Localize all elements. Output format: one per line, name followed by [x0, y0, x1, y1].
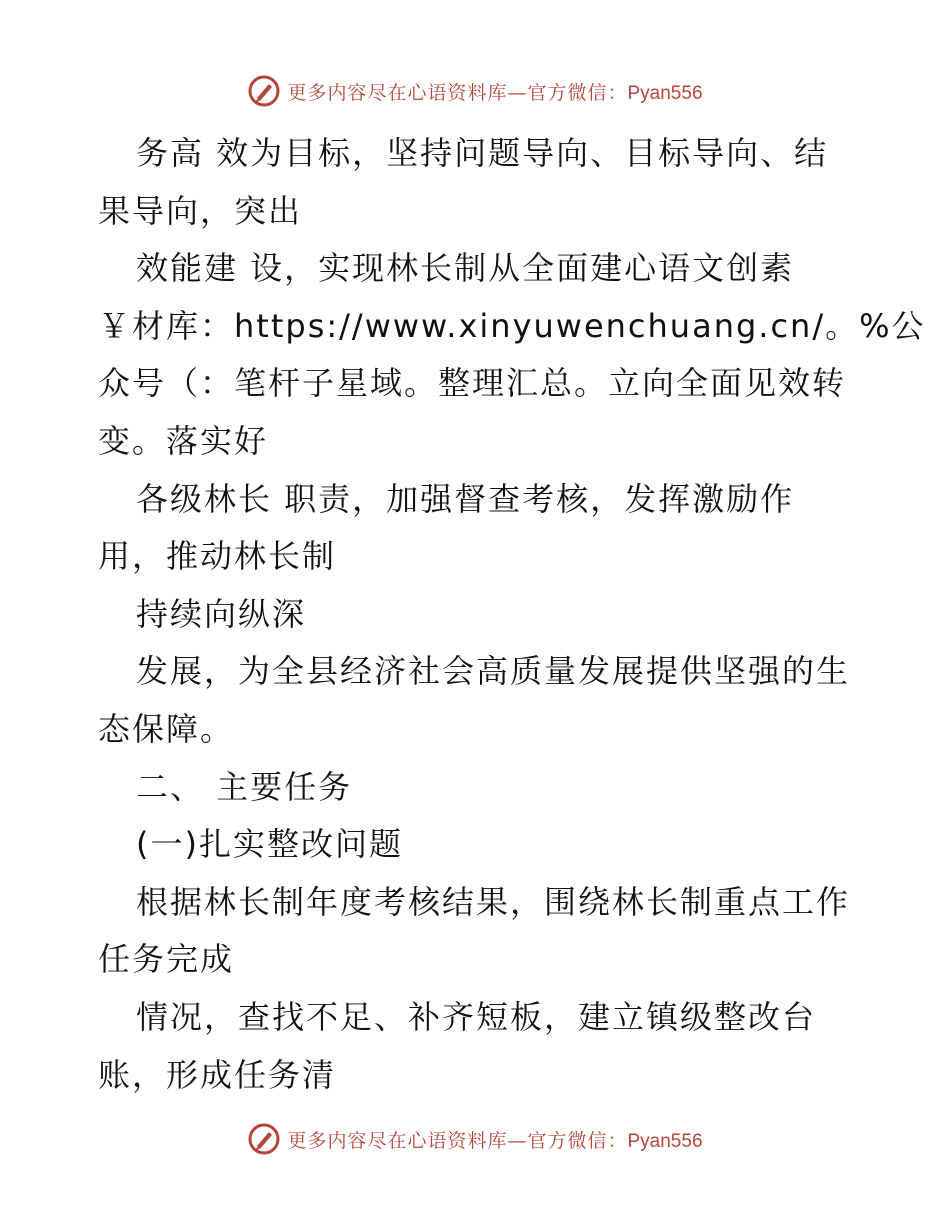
- text-line: 情况，查找不足、补齐短板，建立镇级整改台: [136, 997, 817, 1036]
- text-line: 效能建 设，实现林长制从全面建心语文创素: [136, 249, 795, 288]
- section-heading: 二、 主要任务: [136, 767, 353, 806]
- text-line: 发展，为全县经济社会高质量发展提供坚强的生: [136, 652, 851, 691]
- text-line: 账，形成任务清: [98, 1055, 337, 1094]
- text-line: 众号（：笔杆子星域。整理汇总。立向全面见效转: [98, 364, 847, 403]
- banner-text: [287, 78, 702, 105]
- text-line: 变。落实好: [98, 421, 269, 460]
- subsection-heading: (一)扎实整改问题: [136, 825, 403, 864]
- document-body: [98, 125, 926, 1104]
- banner-label: 更多内容尽在心语资料库—官方微信：: [287, 81, 628, 104]
- banner-label: 更多内容尽在心语资料库—官方微信：: [287, 1129, 628, 1152]
- banner-text: [287, 1126, 702, 1153]
- text-line-url: [98, 298, 926, 356]
- text-line: 各级林长 职责，加强督查考核，发挥激励作: [136, 479, 795, 518]
- text-line: 根据林长制年度考核结果，围绕林长制重点工作: [136, 882, 851, 921]
- text-line: 果导向，突出: [98, 191, 303, 230]
- text-line: 任务完成: [98, 940, 235, 979]
- footer-banner: [0, 1122, 950, 1156]
- text-line-url-content: ￥材库：https://www.xinyuwenchuang.cn/。%公: [98, 306, 926, 345]
- text-line: 用，推动林长制: [98, 537, 337, 576]
- banner-wechat: Pyan556: [627, 1130, 703, 1152]
- pen-logo-icon: [247, 1122, 281, 1156]
- pen-logo-icon: [247, 74, 281, 108]
- text-line: 务高 效为目标，坚持问题导向、目标导向、结: [136, 134, 829, 172]
- text-line: 持续向纵深: [136, 594, 307, 633]
- header-banner: [0, 74, 950, 108]
- banner-wechat: Pyan556: [627, 82, 703, 104]
- text-line: 态保障。: [98, 709, 235, 748]
